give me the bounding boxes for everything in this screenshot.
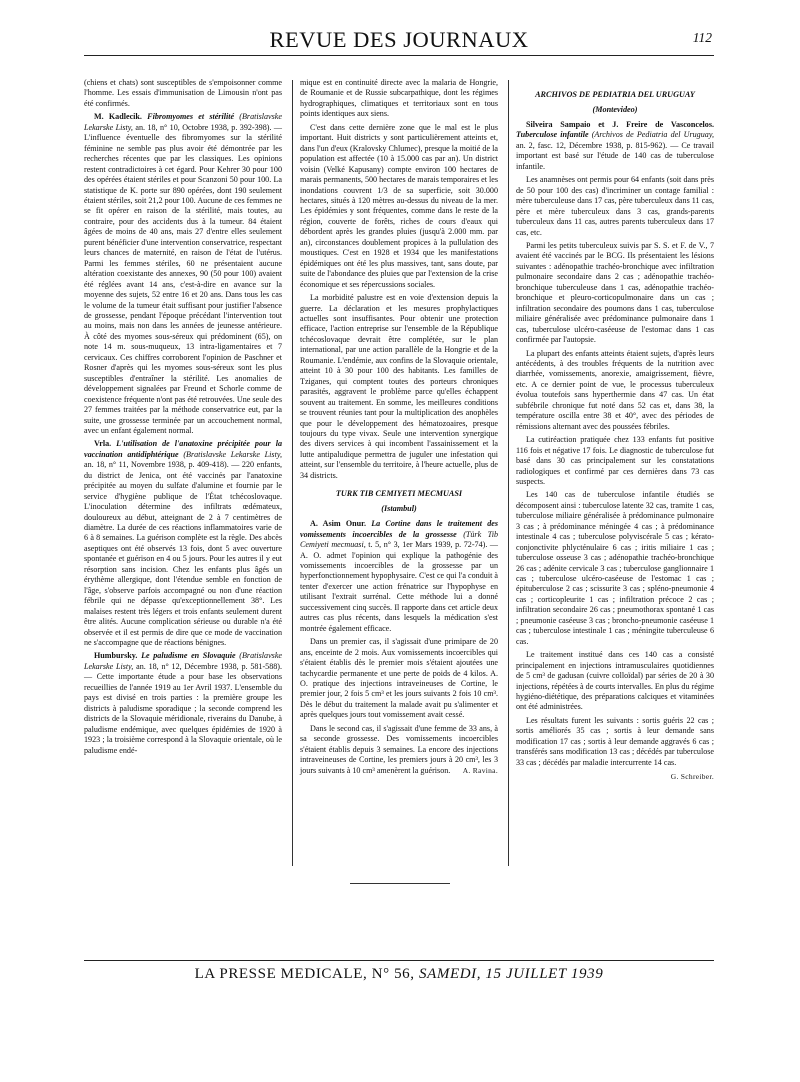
article-body: an. 18, n° 12, Décembre 1938, p. 581-588). — Cette importante étude a pour base les observations recueillies de l'année 1919 au 1er Avril 1937. L'ensemble du pays est divisé en trois parties : la première groupe les districts à paludisme sporadique ; la seconde comprend les districts de la Slovaquie méridionale, riverains du Danube, à paludisme endémique, avec quelques épidémies de 1920 à 1923 ; la troisième correspond à la Slovaquie orientale, où le paludisme endé-: [84, 661, 283, 755]
paragraph: Parmi les petits tuberculeux suivis par S. S. et F. de V., 7 avaient été vaccinés par le BCG. Ils présentaient les lésions suivantes : adénopathie trachéo-bronchique avec infiltration pulmonaire secondaire dans 2 cas ; adénopathie trachéo-bronchique tuberculeuse dans 1 cas, adénopathie trachéo-bronchique et pleuro-corticopulmonaire dans un cas ; infiltration secondaire des poumons dans 1 cas, tuberculose miliaire généralisée avec prédominance pulmonaire dans 1 cas, tuberculose ulcéro-caséeuse de l'estomac dans 1 cas confirmée par l'autopsie.: [516, 240, 714, 345]
paragraph: C'est dans cette dernière zone que le mal est le plus important. Huit districts y sont particulièrement atteints et, dans l'un d'eux (Kralovsky Chlumec), presque la moitié de la population est affectée (10 à 15.000 cas par an). Un district voisin (Velké Kapusany) compte environ 100 hectares de marais permanents, 500 hectares de marais temporaires et les inondations couvrent 1/3 de sa superficie, soit 30.000 hectares, situés à 120 mètres au-dessus du niveau de la mer. Les épidémies y sont fréquentes, comme dans le reste de la région, couverte de forêts, riches de cours d'eaux qui débordent après les grandes pluies (jusqu'à 2.000 mm. par an), circonstances doublement propices à la pullulation des moustiques. C'est en 1928 et 1934 que les manifestations épidémiques ont été les plus massives, tant, sans doute, par suite de l'abondance des pluies que par l'extension de la crise économique et ses répercussions sociales.: [300, 122, 498, 289]
paragraph: Les anamnèses ont permis pour 64 enfants (soit dans près de 50 pour 100 des cas) d'incriminer un contage familial : mère tuberculeuse dans 17 cas, père tuberculeux dans 11 cas, père et mère tuberculeux dans 3 cas, grands-parents tuberculeux dans 11 cas, autres parents tuberculeux dans 17 cas, etc.: [516, 175, 714, 237]
paragraph: La plupart des enfants atteints étaient sujets, d'après leurs antécédents, à des troubles fréquents de la nutrition avec diarrhée, vomissements, anorexie, amaigrissement, fièvre, etc. A ce dernier point de vue, le processus tuberculeux évolua toutefois sans hyperthermie dans 47 cas. Un état subfébrile chronique fut noté dans 52 cas et, dans 38, la température oscilla entre 38 et 40°, avec des périodes de rémissions alternant avec des poussées fébriles.: [516, 348, 714, 431]
article-title: La Cortine dans le traitement des vomissements incoercibles de la grossesse: [300, 519, 498, 539]
article-source: (Bratislavske Lekarske Listy,: [84, 651, 283, 671]
article-humbursky: [84, 651, 282, 756]
paragraph: Les résultats furent les suivants : sortis guéris 22 cas ; sortis améliorés 35 cas ; sortis à leur demande sans modification 17 cas ; sortis à leur demande aggravés 6 cas ; transférés sans modification 13 cas ; décédés par tuberculose 33 cas ; décédés par maladie intercurrente 14 cas.: [516, 715, 714, 767]
signature: G. Schreiber.: [670, 772, 714, 782]
page-footer: [84, 964, 714, 984]
column-middle: [300, 78, 498, 779]
section-end-rule: [350, 883, 450, 884]
article-title: Fibromyomes et stérilité: [147, 112, 235, 122]
article-body: an. 18, n° 10, Octobre 1938, p. 392-398). — L'influence éventuelle des fibromyomes sur la stérilité féminine ne semble pas plus avoir été démontrée par les recherches récentes que par les classiques. Les opinions restent contradictoires à cet égard. Pour Kehrer 30 pour 100 des opérées étaient stériles et pour Scanzoni 50 pour 100. La statistique de K. porte sur 890 opérées, dont 190 seulement étaient stériles, soit 21,2 pour 100. Aucune de ces femmes ne se fit opérer en raison de la stérilité, mais toutes, au contraire, pour des accidents dus à la tumeur. 84 étaient âgées de moins de 40 ans, mais 27 d'entre elles seulement purent bénéficier d'une intervention conservatrice, respectant leurs chances de maternité, en raison de l'état de l'utérus. Parmi les femmes stériles, 60 ne présentaient aucune altération coexistante des annexes, 90 (50 pour 100) avaient été réglées avant 14 ans, c'est-à-dire en avance sur la moyenne des sujets, 52 entre 16 et 20 ans. Dans tous les cas le volume de la tumeur était suffisant pour justifier l'absence de grossesse, pendant l'époque précédant l'intervention tout au moins, mais non dans les années de jeunesse antérieure. À côté des myomes sous-séreux qui prédominent (65), on note 14 m. sous-muqueux, 13 intra-ligamentaires et 7 cervicaux. Ces chiffres corroborent l'opinion de Paschner et Rosner d'après qui les myomes sous-séreux sont les plus susceptibles d'entraîner la stérilité. Les anomalies de développement signalées par Freund et Schorle comme de coexistence fréquente n'ont pas été retrouvées. Une seule des 27 femmes traitées par la méthode conservatrice eut, par la suite, une grossesse terminée par un accouchement normal, avec un enfant également normal.: [84, 122, 282, 435]
column-right: [516, 78, 714, 783]
paragraph: Dans un premier cas, il s'agissait d'une primipare de 20 ans, enceinte de 2 mois. Aux vomissements incoercibles qui s'étaient établis dès le premier mois s'étaient ajoutées une tachycardie permanente et une perte de poids de 4 kilos. A. O. pratique des injections intraveineuses de Cortine, le premier jour, 2 fois 5 cm³ et les jours suivants 2 fois 10 cm³. Dès le début du traitement la malade avait pu s'alimenter et après quelques jours tout vomissement avait cessé.: [300, 637, 498, 720]
signature: A. Ravina.: [462, 765, 498, 775]
journal-heading: TURK TIB CEMIYETI MECMUASI: [335, 489, 463, 499]
article-body: an. 18, n° 11, Novembre 1938, p. 409-418). — 220 enfants, du district de Jenica, ont été vaccinés par l'anatoxine précipitée au moyen du sulfate d'alumine et fournie par le service d'hygiène publique de l'État tchécoslovaque. L'inoculation détermine des infiltrats œdémateux, douloureux au début, atteignant de 2 à 7 centimètres de diamètre. La durée de ces réactions inflammatoires varie de 6 à 8 semaines. La guérison complète est la règle. Des abcès aseptiques ont été observés 13 fois, dont 5 avec ouverture spontanée et guérison en 4 ou 5 jours. Pour les autres il y eut résorption sans incision. Chez les enfants plus âgés un érythème allergique, dont l'étendue semble en fonction de l'âge, s'observe parfois accompagné ou non d'une réaction fébrile qui ne dépasse qu'exceptionnellement 38°. Les malaises restent très légers et trois enfants seulement durent être alités. Aucune complication sérieuse ou durable n'a été observée et il est permis de dire que ce mode de vaccination ne s'accompagne que de réactions bénignes.: [84, 460, 282, 648]
article-title: L'utilisation de l'anatoxine précipitée pour la vaccination antidiphtérique: [84, 439, 282, 459]
paragraph-text: Dans le second cas, il s'agissait d'une femme de 33 ans, à sa seconde grossesse. Des vomissements incoercibles s'étaient établis depuis 3 semaines. La encore des injections intraveineuses de Cortine, les premiers jours à 20 cm³, les 3 jours suivants à 10 cm³ amenèrent la guérison.: [300, 723, 498, 775]
column-left: [84, 78, 282, 759]
article-body: an. 2, fasc. 12, Décembre 1938, p. 815-962). — Ce travail important est basé sur l'étude de 140 cas de tuberculose infantile.: [516, 140, 714, 171]
paragraph: [300, 724, 498, 776]
page-number: 112: [692, 30, 712, 45]
article-title: Le paludisme en Slovaquie: [141, 651, 236, 661]
paragraph: La cutiréaction pratiquée chez 133 enfants fut positive 116 fois et négative 17 fois. Le diagnostic de tuberculose fut basé dans 30 cas principalement sur les constatations radiologiques et confirmé par ces dernières dans 73 cas suspects.: [516, 435, 714, 486]
header-rule: [84, 55, 714, 56]
journal-city: (Montevideo): [592, 104, 638, 114]
paragraph: mique est en continuité directe avec la malaria de Hongrie, de Roumanie et de Russie subcarpathique, dont les régimes hydrographiques, climatiques et territoriaux sont en tous points identiques aux siens.: [300, 78, 498, 119]
article-author: A. Asim Onur.: [310, 519, 366, 529]
continued-paragraph: (chiens et chats) sont susceptibles de s'empoisonner comme l'homme. Les essais d'immunisation de Limousin n'ont pas été confirmés.: [84, 78, 282, 108]
paragraph: Les 140 cas de tuberculose infantile étudiés se décomposent ainsi : tuberculose latente 32 cas, tramite 1 cas, tuberculose miliaire généralisée à prédominance pulmonaire 3 cas ; à prédominance méningée 4 cas ; à prédominance intestinale 4 cas ; tuberculose polyviscérale 5 cas ; kérato-conjonctivite phlycténulaire 6 cas ; iritis miliaire 1 cas ; tuberculose osseuse 3 cas ; adénopathie trachéo-bronchique 26 cas ; adénite cervicale 3 cas ; tuberculose ganglionnaire 1 cas ; tuberculose ulcéro-caséeuse de l'estomac 1 cas ; épituberculose 2 cas ; scissurite 3 cas ; spléno-pneumonie 4 cas ; corticopleurite 1 cas ; infiltration précoce 2 cas ; infiltration secondaire 26 cas ; pneumothorax spontané 1 cas ; pneumonie caséeuse 3 cas ; broncho-pneumonie caséeuse 1 cas ; tuberculose intestinale 1 cas ; méningite tuberculeuse 6 cas.: [516, 490, 714, 646]
article-kadlecik: [84, 112, 282, 436]
page-header: [84, 26, 714, 54]
article-title: Tuberculose infantile: [516, 130, 589, 140]
footer-issue-number: N° 56,: [371, 966, 415, 982]
article-author: M. Kadlecik.: [94, 112, 142, 122]
journal-city: (Istambul): [381, 503, 417, 513]
article-source: (Türk Tib Cemiyeti mecmuasi,: [300, 529, 498, 550]
running-title: REVUE DES JOURNAUX: [269, 27, 529, 52]
article-sampaio: [516, 120, 714, 172]
paragraph: Le traitement institué dans ces 140 cas a consisté principalement en injections intramusculaires quotidiennes de 5 cm³ de gadusan (cuivre colloïdal) par séries de 20 à 30 injections, répétées à de courts intervalles. En plus du régime hygiéno-diététique, des préparations calciques et vitaminées ont été administrées.: [516, 650, 715, 712]
article-author: Humbursky.: [94, 651, 138, 661]
footer-date: SAMEDI, 15 JUILLET 1939: [418, 966, 604, 982]
article-body: t. 5, n° 3, 1er Mars 1939, p. 72-74). — A. O. admet l'opinion qui explique la pathogénie des vomissements incoercibles de la grossesse par un hyperfonctionnement hypophysaire. C'est ce qui l'a conduit à tenter d'exercer une action frénatrice sur l'hypophyse en utilisant l'extrait surrénal. Cette méthode lui a donné successivement cinq succès. Il rapporte dans cet article deux autres cas plus récents, dans lesquels la médication s'est montrée également efficace.: [300, 540, 498, 633]
article-author: Vrla.: [94, 439, 112, 449]
article-columns: [84, 78, 714, 878]
journal-heading: ARCHIVOS DE PEDIATRIA DEL URUGUAY: [535, 90, 695, 99]
article-source: (Bratislavske Lekarske Listy,: [183, 449, 282, 459]
article-source: (Archivos de Pediatria del Uruguay,: [591, 130, 714, 140]
article-vrla: [84, 439, 282, 648]
footer-journal: LA PRESSE MEDICALE,: [194, 966, 368, 982]
article-source: (Bratislavske Lekarske Listy,: [84, 112, 282, 132]
footer-rule: [84, 960, 714, 961]
paragraph: La morbidité palustre est en voie d'extension depuis la guerre. La déclaration et les mesures prophylactiques actuelles sont insuffisantes. Pour obtenir une protection efficace, l'action entreprise sur l'ensemble de la République tchécoslovaque devrait être complétée, sur le plan international, par une action parallèle de la Hongrie et de la Roumanie. L'endémie, aux confins de la Slovaquie orientale, atteint 10 à 30 pour 100 des habitants. Les familles de Tziganes, qui comptent toutes des porteurs chroniques parasités, aggravent le problème parce qu'elles échappent souvent au traitement. En somme, les meilleures conditions se trouvent réunies tant pour la multiplication des anophèles que pour le développement des hématozoaires, presque toujours du type vivax. Seule une intervention synergique des divers services à qui incombent l'assainissement et la lutte antipaludique permettra de juguler une infestation qui atteint, sur l'ensemble du territoire, à l'heure actuelle, plus de 34 districts.: [300, 293, 498, 480]
article-onur: [300, 519, 498, 634]
article-author: Silveira Sampaio et J. Freire de Vasconcelos.: [526, 120, 714, 129]
